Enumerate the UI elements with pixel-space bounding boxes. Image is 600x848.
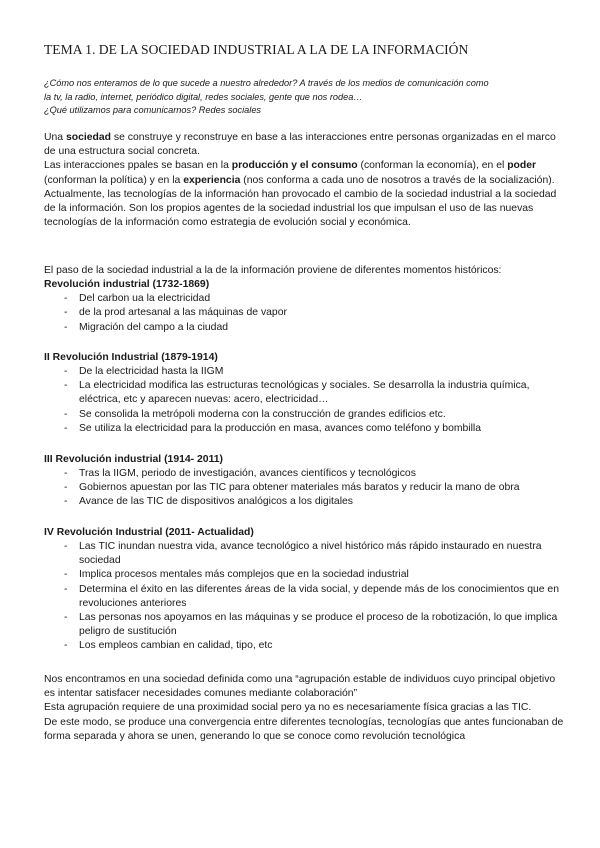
- list-item: - Las TIC inundan nuestra vida, avance tecnológico a nivel histórico más rápido instaurado en nuestra sociedad: [44, 540, 564, 568]
- list-item: - Avance de las TIC de dispositivos analógicos a los digitales: [44, 495, 564, 509]
- definition-paragraphs: [44, 131, 564, 230]
- closing-paragraph: Nos encontramos en una sociedad definida como una “agrupación estable de individuos cuyo principal objetivo es intentar satisfacer necesidades comunes mediante colaboración”: [44, 674, 556, 700]
- text-run: (nos conforma a cada uno de nosotros a través de la socialización).: [240, 174, 555, 186]
- section-heading: III Revolución industrial (1914- 2011): [44, 454, 224, 465]
- bold-term-experiencia: experiencia: [183, 174, 241, 186]
- section-heading: II Revolución Industrial (1879-1914): [44, 352, 218, 363]
- bold-term-poder: poder: [507, 160, 537, 172]
- list-item: - de la prod artesanal a las máquinas de vapor: [44, 306, 564, 320]
- text-run: Las interacciones ppales se basan en la: [44, 160, 232, 172]
- list-item: - Tras la IIGM, periodo de investigación, avances científicos y tecnológicos: [44, 467, 564, 481]
- list-item: - Se consolida la metrópoli moderna con la construcción de grandes edificios etc.: [44, 408, 564, 422]
- paragraph-actualidad: Actualmente, las tecnologías de la información han provocado el cambio de la sociedad industrial a la sociedad de la información. Son los propios agentes de la sociedad industrial los que impulsan el uso de las nuevas tecnologías de la información como estrategia de evolución social y económica.: [44, 188, 557, 229]
- bold-term-produccion: producción y el consumo: [231, 160, 358, 172]
- text-run: se construye y reconstruye en base a las interacciones entre personas organizadas en el marco de una estructura social concreta.: [44, 132, 556, 158]
- paragraph-interactions: [44, 159, 564, 187]
- section-heading: Revolución industrial (1732-1869): [44, 279, 210, 291]
- list-item: - Se utiliza la electricidad para la producción en masa, avances como teléfono y bombilla: [44, 422, 564, 436]
- page-title: TEMA 1. DE LA SOCIEDAD INDUSTRIAL A LA DE LA INFORMACIÓN: [44, 42, 469, 57]
- text-run: (conforman la política) y en la: [44, 174, 184, 186]
- closing-paragraph: Esta agrupación requiere de una proximidad social pero ya no es necesariamente física gracias a las TIC.: [44, 702, 532, 714]
- list-item: - De la electricidad hasta la IIGM: [44, 365, 564, 379]
- bullet-list: [44, 467, 564, 510]
- text-run: (conforman la economía), en el: [357, 160, 508, 172]
- transition-text: El paso de la sociedad industrial a la de la información proviene de diferentes momentos históricos:: [44, 265, 502, 276]
- section-revolucion-1: [44, 264, 564, 335]
- section-revolucion-4: [44, 526, 564, 654]
- closing-paragraphs: [44, 673, 564, 744]
- list-item: - Determina el éxito en las diferentes áreas de la vida social, y depende más de los conocimientos que en revoluciones anteriores: [44, 583, 564, 611]
- section-heading: IV Revolución Industrial (2011- Actualidad): [44, 527, 254, 538]
- list-item: - Gobiernos apuestan por las TIC para obtener materiales más baratos y reducir la mano de obra: [44, 481, 564, 495]
- list-item: - Las personas nos apoyamos en las máquinas y se produce el proceso de la robotización, lo que implica peligro de sustitución: [44, 611, 564, 639]
- paragraph-society: [44, 131, 564, 159]
- list-item: - La electricidad modifica las estructuras tecnológicas y sociales. Se desarrolla la industria química, eléctrica, etc y aparecen nuevas: acero, electricidad…: [44, 379, 564, 407]
- intro-line: ¿Qué utilizamos para comunicarnos? Redes sociales: [44, 105, 262, 115]
- bold-term-sociedad: sociedad: [65, 132, 111, 143]
- bullet-list: [44, 292, 564, 335]
- bullet-list: [44, 540, 564, 654]
- list-item: - Implica procesos mentales más complejos que en la sociedad industrial: [44, 568, 564, 582]
- bullet-list: [44, 365, 564, 436]
- list-item: - Migración del campo a la ciudad: [44, 321, 564, 335]
- list-item: - Los empleos cambian en calidad, tipo, etc: [44, 639, 564, 653]
- text-run: Una: [44, 132, 66, 143]
- closing-paragraph: De este modo, se produce una convergencia entre diferentes tecnologías, tecnologías que antes funcionaban de forma separada y ahora se unen, generando lo que se conoce como revolución tecnológica: [44, 716, 564, 742]
- intro-line: ¿Cómo nos enteramos de lo que sucede a nuestro alrededor? A través de los medios de comunicación como: [44, 78, 489, 88]
- section-revolucion-3: [44, 453, 564, 510]
- intro-line: la tv, la radio, internet, periódico digital, redes sociales, gente que nos rodea…: [44, 91, 363, 102]
- list-item: - Del carbon ua la electricidad: [44, 292, 564, 306]
- section-revolucion-2: [44, 351, 564, 436]
- intro-questions: [44, 77, 564, 118]
